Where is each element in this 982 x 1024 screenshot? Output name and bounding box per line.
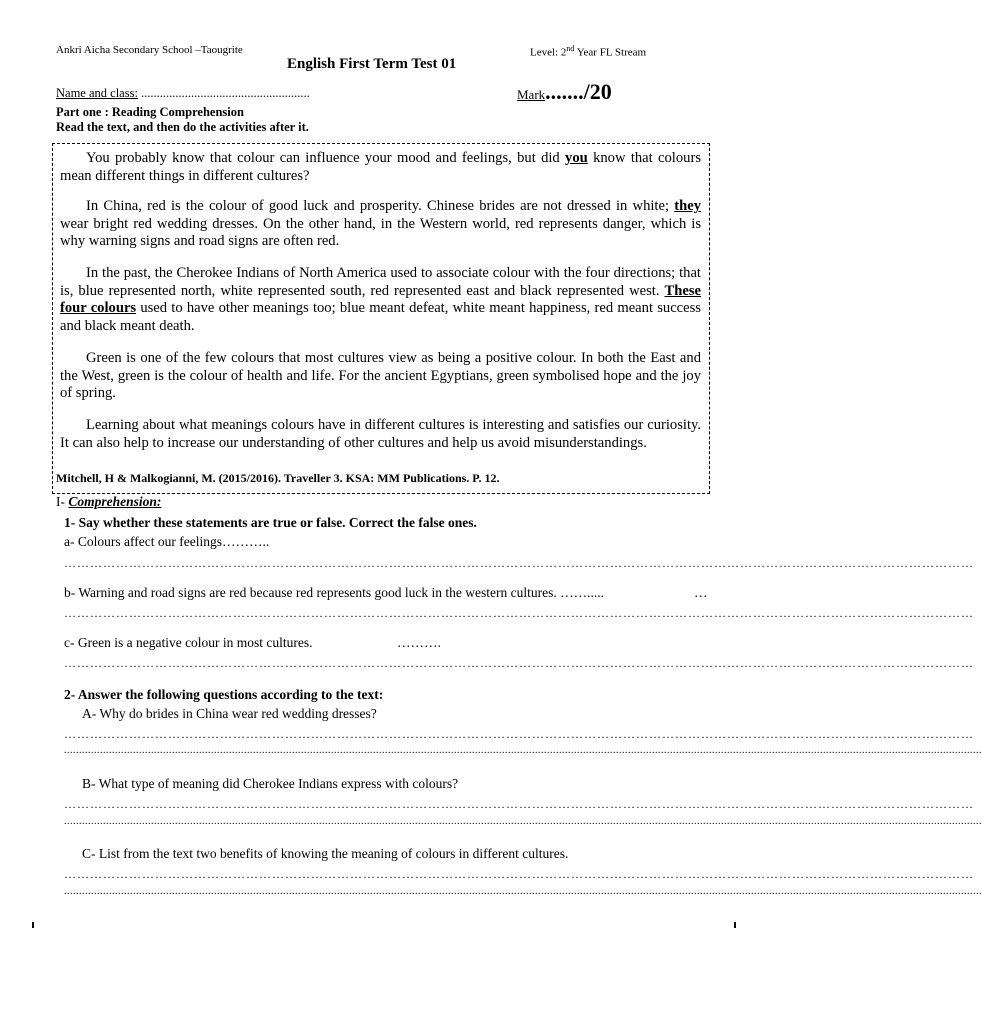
- answer-line-2a-2[interactable]: ..................................................................................................................................................................................................................................................................................................................: [64, 745, 982, 756]
- paragraph-5: Learning about what meanings colours have in different cultures is interesting and satisfies our curiosity. It can also help to increase our understanding of other cultures and help us avoid misunderstandings.: [60, 417, 701, 451]
- answer-line-2b-2[interactable]: ..................................................................................................................................................................................................................................................................................................................: [64, 816, 982, 827]
- answer-line-2c-2[interactable]: ..................................................................................................................................................................................................................................................................................................................: [64, 886, 982, 897]
- question-2-title: 2- Answer the following questions according to the text:: [64, 687, 384, 702]
- name-class-label: Name and class:: [56, 86, 138, 100]
- paragraph-3: In the past, the Cherokee Indians of North America used to associate colour with the four directions; that is, blue represented north, white represented south, red represented east and black represented west. These four colours used to have other meanings too; blue meant defeat, white meant happiness, red meant success and black meant death.: [60, 265, 701, 334]
- test-title: English First Term Test 01: [287, 56, 457, 72]
- answer-line-2a-1[interactable]: …………………………………………………………………………………………………………………………………………………………………………………………: [64, 727, 974, 741]
- school-name: Ankri Aicha Secondary School –Taougrite: [56, 44, 243, 56]
- source-citation: Mitchell, H & Malkogianni, M. (2015/2016). Traveller 3. KSA: MM Publications. P. 12.: [56, 471, 500, 485]
- mark-field: [517, 79, 612, 105]
- mark-label: Mark: [517, 87, 546, 102]
- question-2a: A- Why do brides in China wear red wedding dresses?: [82, 706, 377, 721]
- answer-line-a[interactable]: …………………………………………………………………………………………………………………………………………………………………………………………: [64, 556, 974, 570]
- word-you: you: [565, 150, 588, 166]
- question-1-title: 1- Say whether these statements are true or false. Correct the false ones.: [64, 515, 477, 530]
- mark-total: /20: [583, 79, 612, 104]
- name-class-field: [56, 86, 310, 101]
- level-label: Level: 2nd Year FL Stream: [530, 44, 647, 59]
- question-2b: B- What type of meaning did Cherokee Indians express with colours?: [82, 776, 459, 791]
- mark-dots: .......: [545, 79, 584, 104]
- answer-line-2c-1[interactable]: …………………………………………………………………………………………………………………………………………………………………………………………: [64, 867, 974, 881]
- phrase-these-four-colours: These four colours: [60, 282, 701, 316]
- answer-line-b[interactable]: …………………………………………………………………………………………………………………………………………………………………………………………: [64, 606, 974, 620]
- answer-line-c[interactable]: …………………………………………………………………………………………………………………………………………………………………………………………: [64, 656, 974, 670]
- question-2c: C- List from the text two benefits of knowing the meaning of colours in different cultures.: [82, 846, 569, 861]
- statement-c-blank[interactable]: ……….: [397, 635, 441, 650]
- page-mark-left: [32, 922, 34, 928]
- part-one-instruction: Read the text, and then do the activities after it.: [56, 120, 309, 134]
- page-mark-right: [734, 922, 736, 928]
- answer-line-2b-1[interactable]: …………………………………………………………………………………………………………………………………………………………………………………………: [64, 797, 974, 811]
- paragraph-4: Green is one of the few colours that most cultures view as being a positive colour. In both the East and the West, green is the colour of health and life. For the ancient Egyptians, green symbolised hope and the joy of spring.: [60, 350, 701, 401]
- comprehension-heading: I- Comprehension:: [56, 494, 162, 509]
- statement-b: b- Warning and road signs are red because red represents good luck in the western cultures. …….....: [64, 585, 604, 600]
- paragraph-1: You probably know that colour can influence your mood and feelings, but did you know that colours mean different things in different cultures?: [60, 150, 701, 184]
- statement-a: a- Colours affect our feelings………..: [64, 534, 270, 549]
- word-they: they: [674, 198, 701, 214]
- statement-c: c- Green is a negative colour in most cultures.: [64, 635, 313, 650]
- part-one-title: Part one : Reading Comprehension: [56, 105, 244, 119]
- name-class-dots: ......................................................: [141, 86, 310, 100]
- statement-b-tail: …: [694, 585, 708, 600]
- paragraph-2: In China, red is the colour of good luck and prosperity. Chinese brides are not dressed in white; they wear bright red wedding dresses. On the other hand, in the Western world, red represents danger, which is why warning signs and road signs are often red.: [60, 198, 701, 249]
